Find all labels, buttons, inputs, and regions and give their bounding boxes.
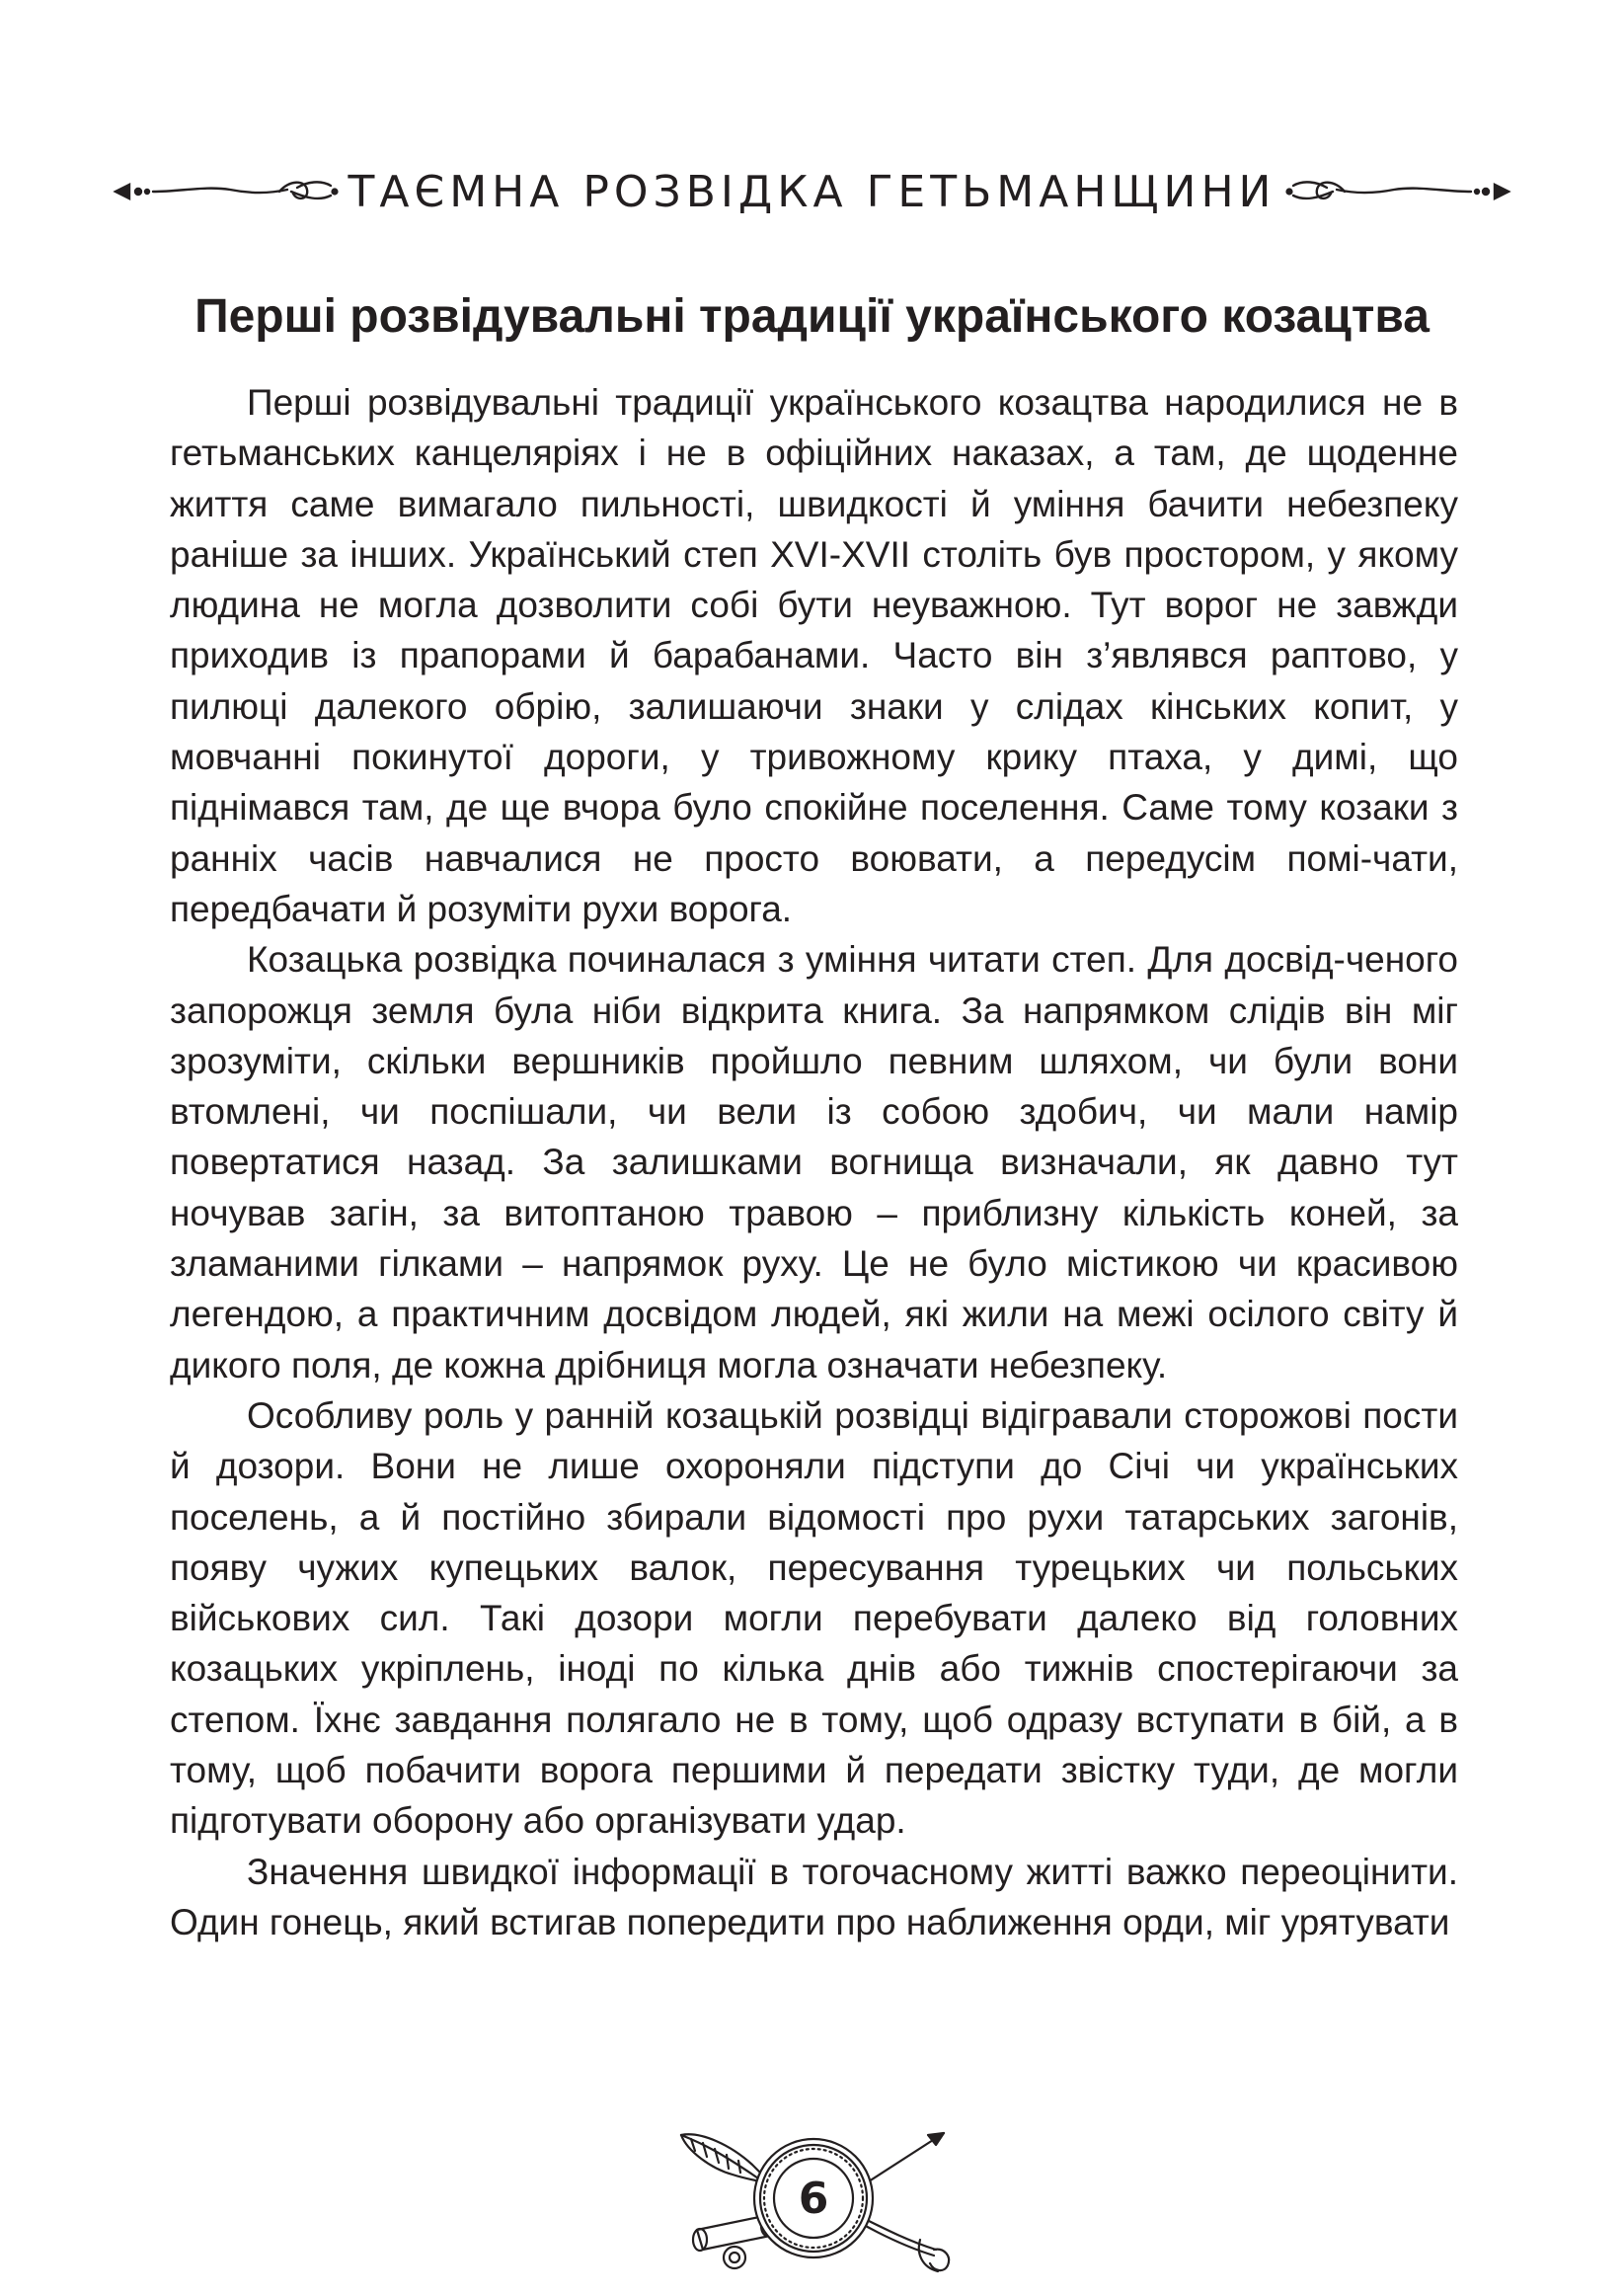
paragraph-4: Значення швидкої інформації в тогочасному житті важко переоцінити. Один гонець, який встигав попередити про наближення орди, міг урятувати bbox=[170, 1851, 1458, 1942]
right-flourish-icon bbox=[1285, 172, 1512, 211]
running-header bbox=[158, 160, 1466, 223]
paragraph-1: Перші розвідувальні традиції українського козацтва народилися не в гетьманських канцеляріях і не в офіційних наказах, а там, де щоденне життя саме вимагало пильності, швидкості й уміння бачити небезпеку раніше за інших. Український степ XVI-XVII століть був простором, у якому людина не могла дозволити собі бути неуважною. Тут ворог не завжди приходив із прапорами й барабанами. Часто він з’являвся раптово, у пилюці далекого обрію, залишаючи знаки у слідах кінських копит, у мовчанні покинутої дороги, у тривожному крику птаха, у димі, що піднімався там, де ще вчора було спокійне поселення. Саме тому козаки з ранніх часів навчалися не просто воювати, а передусім помі-чати, передбачати й розуміти рухи ворога. bbox=[170, 382, 1458, 929]
paragraph-2: Козацька розвідка починалася з уміння читати степ. Для досвід-ченого запорожця земля була ніби відкрита книга. За напрямком слідів він міг зрозуміти, скільки вершників пройшло певним шляхом, чи були вони втомлені, чи поспішали, чи вели із собою здобич, чи мали намір повертатися назад. За залишками вогнища визначали, як давно тут ночував загін, за витоптаною травою – приблизну кількість коней, за зламаними гілками – напрямок руху. Це не було містикою чи красивою легендою, а практичним досвідом людей, які жили на межі осілого світу й дикого поля, де кожна дрібниця могла означати небезпеку. bbox=[170, 939, 1458, 1386]
left-flourish-icon bbox=[112, 172, 339, 211]
chapter-title: Перші розвідувальні традиції українського козацтва bbox=[194, 290, 1430, 343]
paragraph-3: Особливу роль у ранній козацькій розвідці відігравали сторожові пости й дозори. Вони не лише охороняли підступи до Січі чи українських поселень, а й постійно збирали відомості про рухи татарських загонів, появу чужих купецьких валок, пересування турецьких чи польських військових сил. Такі дозори могли перебувати далеко від головних козацьких укріплень, іноді по кілька днів або тижнів спостерігаючи за степом. Їхнє завдання полягало не в тому, щоб одразу вступати в бій, а в тому, щоб побачити ворога першими й передати звістку туди, де могли підготувати оборону або організувати удар. bbox=[170, 1394, 1458, 1842]
page-number: 6 bbox=[798, 2173, 829, 2224]
body-text bbox=[170, 377, 1458, 1947]
running-title: ТАЄМНА РОЗВІДКА ГЕТЬМАНЩИНИ bbox=[348, 166, 1276, 217]
